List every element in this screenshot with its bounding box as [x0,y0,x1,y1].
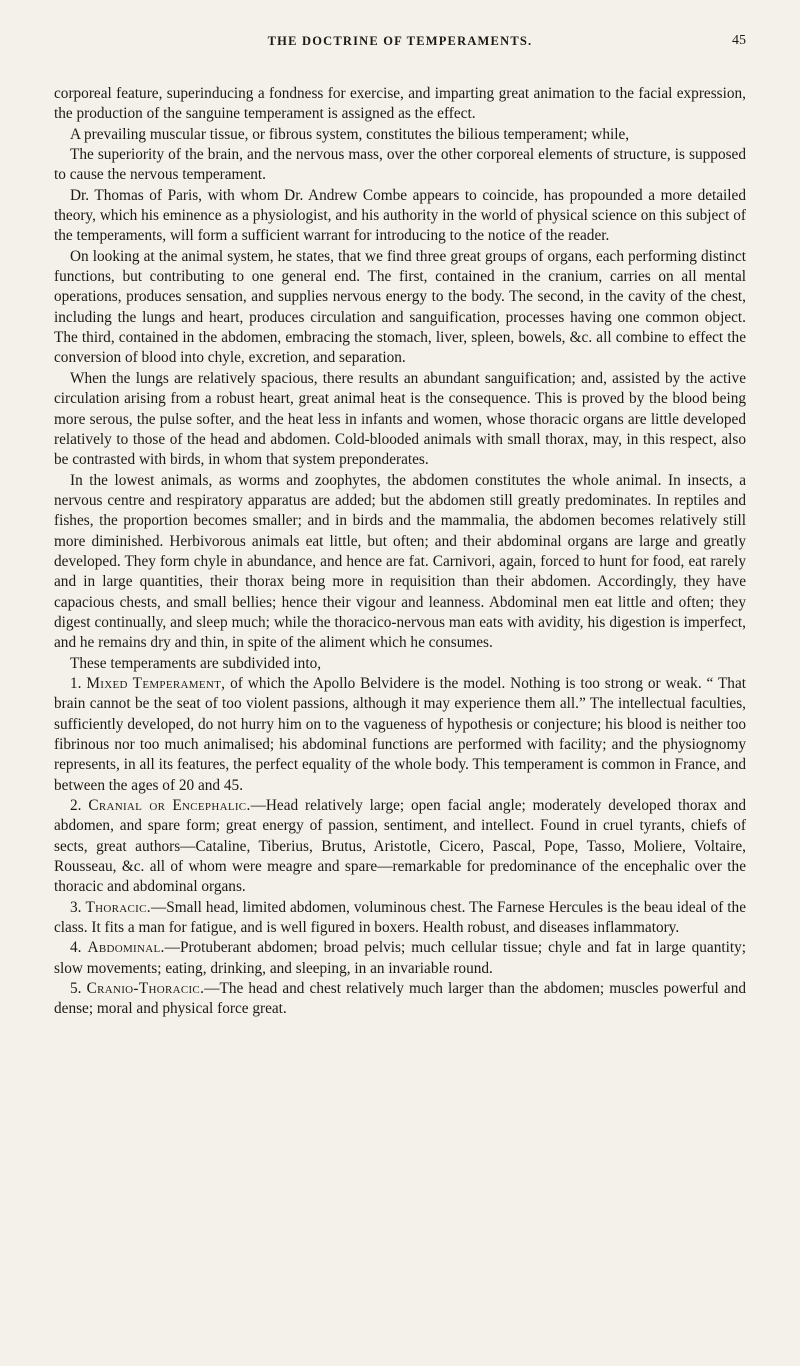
temperament-description: —Small head, limited abdomen, voluminous chest. The Farnese Hercules is the beau ideal of the class. It fits a man for fatigue, and is well figured in boxers. Health robust, and diseases inflammatory. [54,898,746,937]
temperament-mixed [54,674,746,796]
running-title: THE DOCTRINE OF TEMPERAMENTS. [267,34,533,48]
paragraph: On looking at the animal system, he states, that we find three great groups of organs, each performing distinct functions, but contributing to one general end. The first, contained in the cranium, carries on all mental operations, produces sensation, and supplies nervous energy to the body. The second, in the cavity of the chest, including the lungs and heart, produces circulation and sanguification, processes having one common object. The third, contained in the abdomen, embracing the stomach, liver, spleen, bowels, &c. all combine to effect the conversion of blood into chyle, excretion, and separation. [54,247,746,367]
temperament-cranial [54,796,746,898]
item-number: 3. [70,898,82,916]
temperament-name: Mixed Temperament, [86,674,226,692]
paragraph: A prevailing muscular tissue, or fibrous system, constitutes the bilious temperament; while, [70,125,630,143]
temperament-name: Cranio-Thoracic. [86,980,205,998]
paragraph: These temperaments are subdivided into, [70,654,322,672]
temperament-description: —Head relatively large; open facial angle; moderately developed thorax and abdomen, and spare form; great energy of passion, sentiment, and intellect. Found in cruel tyrants, chiefs of sects, great authors—Cataline, Tiberius, Brutus, Aristotle, Cicero, Pascal, Pope, Tasso, Moliere, Voltaire, Rousseau, &c. all of whom were meagre and spare—remarkable for predominance of the encephalic over the thoracic and abdominal organs. [54,797,746,896]
item-number: 1. [70,674,82,692]
temperament-description: —The head and chest relatively much larger than the abdomen; muscles powerful and dense; moral and physical force great. [54,980,746,1018]
temperament-description: —Protuberant abdomen; broad pelvis; much cellular tissue; chyle and fat in large quantity; slow movements; eating, drinking, and sleeping, in an invariable round. [54,939,747,977]
paragraph: Dr. Thomas of Paris, with whom Dr. Andrew Combe appears to coincide, has propounded a more detailed theory, which his eminence as a physiologist, and his authority in the world of physical science on this subject of the temperaments, will form a sufficient warrant for introducing to the notice of the reader. [54,186,746,245]
running-head [54,34,746,56]
temperament-name: Abdominal. [87,939,165,957]
temperament-thoracic [54,898,746,939]
item-number: 4. [70,939,82,957]
paragraph: When the lungs are relatively spacious, there results an abundant sanguification; and, assisted by the active circulation arising from a robust heart, great animal heat is the consequence. This is proved by the blood being more serous, the pulse softer, and the heat less in infants and women, whose thoracic organs are little developed relatively to those of the head and abdomen. Cold-blooded animals with small thorax, may, in this respect, also be contrasted with birds, in whom that system preponderates. [54,369,746,469]
item-number: 2. [70,797,82,815]
body-text [54,84,746,1020]
paragraph: In the lowest animals, as worms and zoophytes, the abdomen constitutes the whole animal. In insects, a nervous centre and respiratory apparatus are added; but the abdomen still greatly predominates. In reptiles and fishes, the proportion becomes smaller; and in birds and the mammalia, the abdomen becomes relatively still more diminished. Herbivorous animals eat little, but often; and their abdominal organs are large and greatly developed. They form chyle in abundance, and hence are fat. Carnivori, again, forced to hunt for food, eat rarely and in large quantities, their thorax being more in requisition than their abdomen. Accordingly, they have capacious chests, and small bellies; hence their vigour and leanness. Abdominal men eat little and often; they digest continually, and sleep much; while the thoracico-nervous man eats with avidity, his digestion is imperfect, and he remains dry and thin, in spite of the aliment which he consumes. [54,471,746,652]
temperament-description: of which the Apollo Belvidere is the model. Nothing is too strong or weak. “ That brain cannot be the seat of too violent passions, although it may experience them all.” The intellectual faculties, sufficiently developed, do not hurry him on to the vagueness of hypothesis or conjecture; his blood is neither too fibrinous nor too much animalised; his abdominal functions are performed with facility; and the physiognomy represents, in all its features, the perfect equality of the whole body. This temperament is common in France, and between the ages of 20 and 45. [54,674,746,794]
temperament-abdominal [54,938,746,979]
temperament-cranio-thoracic [54,979,746,1020]
item-number: 5. [70,980,82,998]
paragraph: corporeal feature, superinducing a fondness for exercise, and imparting great animation to the facial expression, the production of the sanguine temperament is assigned as the effect. [54,85,746,123]
temperament-name: Cranial or Encephalic. [88,797,251,815]
paragraph: The superiority of the brain, and the nervous mass, over the other corporeal elements of structure, is supposed to cause the nervous temperament. [54,146,746,184]
page-number: 45 [732,33,746,48]
temperament-name: Thoracic. [85,898,151,916]
